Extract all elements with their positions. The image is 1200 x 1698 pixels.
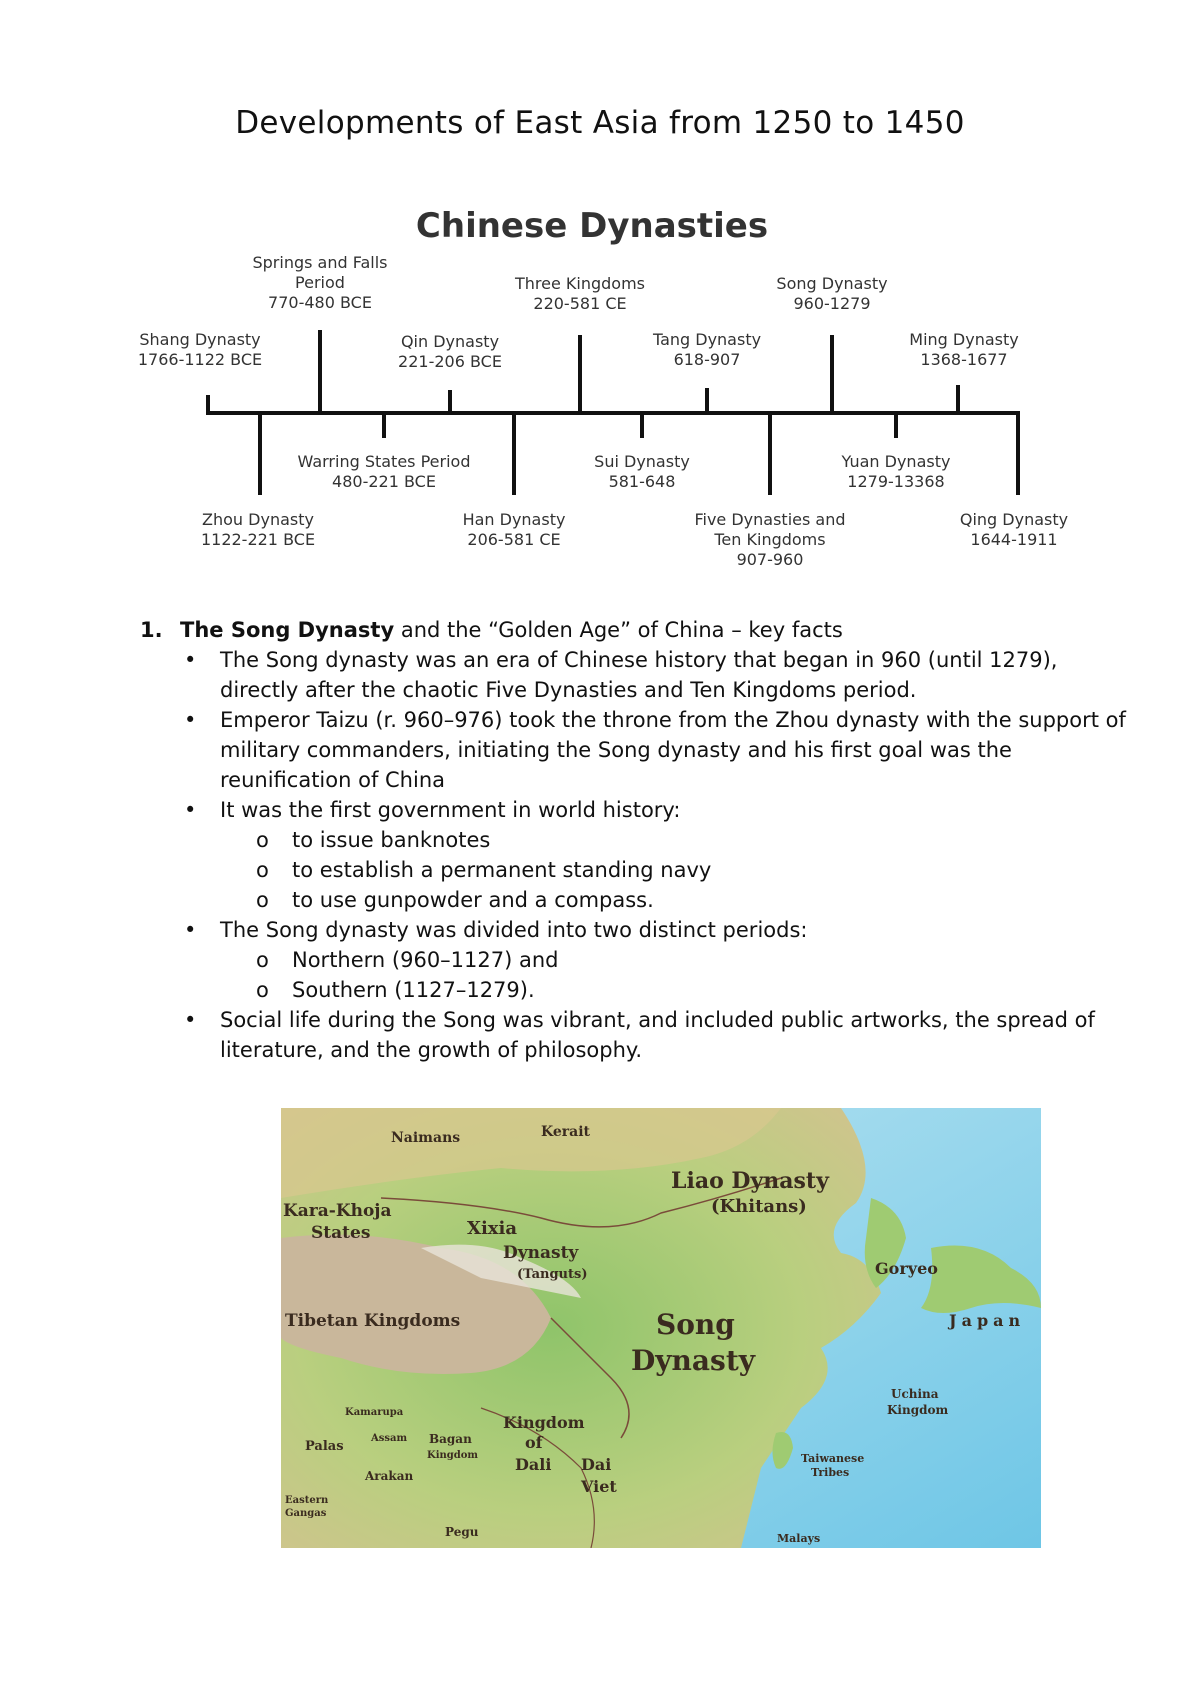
svg-text:581-648: 581-648	[608, 472, 676, 491]
sub-list-item: o Northern (960–1127) and	[292, 945, 1130, 975]
map-label-uchina: Uchina	[891, 1387, 939, 1401]
svg-text:Three Kingdoms: Three Kingdoms	[514, 274, 646, 293]
timeline-label-shang	[138, 330, 262, 369]
map-label-gangas: Gangas	[285, 1508, 327, 1519]
chinese-dynasties-timeline	[120, 195, 1080, 585]
svg-text:221-206 BCE: 221-206 BCE	[398, 352, 502, 371]
key-facts-list	[140, 645, 1130, 1065]
svg-text:618-907: 618-907	[673, 350, 741, 369]
section-number: 1.	[140, 618, 163, 642]
svg-text:Han Dynasty: Han Dynasty	[462, 510, 566, 529]
page-title: Developments of East Asia from 1250 to 1450	[235, 105, 965, 141]
map-label-tibetan: Tibetan Kingdoms	[285, 1311, 461, 1331]
map-label-naimans: Naimans	[391, 1130, 461, 1146]
map-label-dai: Dai	[581, 1455, 612, 1474]
map-label-arakan: Arakan	[365, 1469, 414, 1483]
svg-text:Warring States Period: Warring States Period	[297, 452, 471, 471]
section-heading	[140, 615, 1130, 645]
timeline-label-song	[776, 274, 887, 313]
map-label-japan: Japan	[949, 1311, 1026, 1330]
timeline-label-warring-states	[298, 452, 471, 491]
map-label-uchina-kingdom: Kingdom	[887, 1403, 949, 1417]
map-label-viet: Viet	[581, 1477, 617, 1496]
map-label-tanguts: (Tanguts)	[517, 1267, 588, 1282]
list-item	[220, 915, 1130, 1005]
map-label-kara-khoja-states: States	[311, 1223, 371, 1243]
svg-text:770-480 BCE: 770-480 BCE	[268, 293, 372, 312]
map-label-bagan: Bagan	[429, 1432, 472, 1446]
list-item: • Social life during the Song was vibrant, and included public artworks, the spread of literature, and the growth of philosophy.	[220, 1005, 1130, 1065]
timeline-title: Chinese Dynasties	[415, 206, 769, 246]
sub-list	[220, 945, 1130, 1005]
list-item-text: The Song dynasty was divided into two distinct periods:	[220, 918, 808, 942]
timeline-label-yuan	[841, 452, 951, 491]
list-item: • Emperor Taizu (r. 960–976) took the throne from the Zhou dynasty with the support of military commanders, initiating the Song dynasty and his first goal was the reunification of China	[220, 705, 1130, 795]
map-label-kamarupa: Kamarupa	[345, 1407, 404, 1418]
sub-list-item: o to establish a permanent standing navy	[292, 855, 1130, 885]
map-label-kerait: Kerait	[541, 1124, 590, 1140]
sub-list-item: o to use gunpowder and a compass.	[292, 885, 1130, 915]
svg-text:Song Dynasty: Song Dynasty	[776, 274, 888, 293]
timeline-label-ming	[909, 330, 1018, 369]
svg-text:1644-1911: 1644-1911	[970, 530, 1058, 549]
svg-text:Springs and Falls: Springs and Falls	[252, 253, 388, 272]
map-label-tribes: Tribes	[811, 1466, 850, 1479]
svg-text:Ming Dynasty: Ming Dynasty	[909, 330, 1019, 349]
svg-text:Yuan Dynasty: Yuan Dynasty	[841, 452, 951, 471]
map-label-xixia-dynasty: Dynasty	[503, 1243, 579, 1263]
svg-text:220-581 CE: 220-581 CE	[533, 294, 627, 313]
timeline-label-han	[463, 510, 566, 549]
svg-text:206-581 CE: 206-581 CE	[467, 530, 561, 549]
map-label-assam: Assam	[371, 1433, 408, 1444]
svg-text:1368-1677: 1368-1677	[920, 350, 1008, 369]
svg-text:1279-13368: 1279-13368	[847, 472, 945, 491]
svg-text:Ten Kingdoms: Ten Kingdoms	[714, 530, 826, 549]
timeline-label-tang	[652, 330, 761, 369]
song-dynasty-map	[281, 1108, 1041, 1548]
svg-text:Tang Dynasty: Tang Dynasty	[652, 330, 762, 349]
svg-text:1122-221 BCE: 1122-221 BCE	[200, 530, 316, 549]
map-label-dali: Dali	[515, 1455, 552, 1474]
map-label-xixia: Xixia	[467, 1218, 518, 1239]
svg-text:Period: Period	[295, 273, 345, 292]
song-dynasty-section	[140, 615, 1130, 1065]
svg-text:Qin Dynasty: Qin Dynasty	[400, 332, 500, 351]
svg-text:1766-1122 BCE: 1766-1122 BCE	[137, 350, 263, 369]
map-label-of: of	[525, 1433, 543, 1452]
timeline-label-qin	[398, 332, 502, 371]
map-label-kara-khoja: Kara-Khoja	[283, 1201, 392, 1221]
section-heading-rest: and the “Golden Age” of China – key facts	[394, 618, 843, 642]
svg-text:Zhou Dynasty: Zhou Dynasty	[202, 510, 314, 529]
section-heading-bold: The Song Dynasty	[180, 618, 395, 642]
svg-text:907-960: 907-960	[736, 550, 804, 569]
map-label-goryeo: Goryeo	[875, 1259, 938, 1278]
list-item	[220, 795, 1130, 915]
sub-list	[220, 825, 1130, 915]
sub-list-item: o Southern (1127–1279).	[292, 975, 1130, 1005]
svg-text:Sui Dynasty: Sui Dynasty	[594, 452, 690, 471]
timeline-label-five-dynasties	[694, 510, 845, 569]
svg-text:Five Dynasties and: Five Dynasties and	[694, 510, 846, 529]
map-label-song-dynasty: Dynasty	[631, 1344, 756, 1377]
list-item: • The Song dynasty was an era of Chinese history that began in 960 (until 1279), directly after the chaotic Five Dynasties and Ten Kingdoms period.	[220, 645, 1130, 705]
svg-text:480-221 BCE: 480-221 BCE	[332, 472, 436, 491]
map-label-eastern: Eastern	[285, 1495, 329, 1506]
map-label-taiwanese: Taiwanese	[801, 1452, 865, 1465]
map-label-song: Song	[656, 1308, 735, 1341]
timeline-label-springs-falls	[252, 253, 387, 312]
svg-text:960-1279: 960-1279	[793, 294, 871, 313]
svg-text:Qing Dynasty: Qing Dynasty	[959, 510, 1069, 529]
svg-text:Shang Dynasty: Shang Dynasty	[139, 330, 261, 349]
map-label-palas: Palas	[305, 1439, 344, 1454]
list-item-text: It was the first government in world history:	[220, 798, 681, 822]
map-label-malays: Malays	[777, 1532, 821, 1545]
map-label-pegu: Pegu	[445, 1525, 479, 1539]
timeline-label-sui	[594, 452, 690, 491]
map-label-khitans: (Khitans)	[711, 1196, 807, 1217]
map-label-kingdom: Kingdom	[503, 1413, 585, 1432]
timeline-label-qing	[960, 510, 1068, 549]
sub-list-item: o to issue banknotes	[292, 825, 1130, 855]
map-label-liao: Liao Dynasty	[671, 1168, 829, 1194]
timeline-label-zhou	[201, 510, 315, 549]
map-label-bagan-kingdom: Kingdom	[427, 1450, 478, 1461]
timeline-label-three-kingdoms	[514, 274, 645, 313]
